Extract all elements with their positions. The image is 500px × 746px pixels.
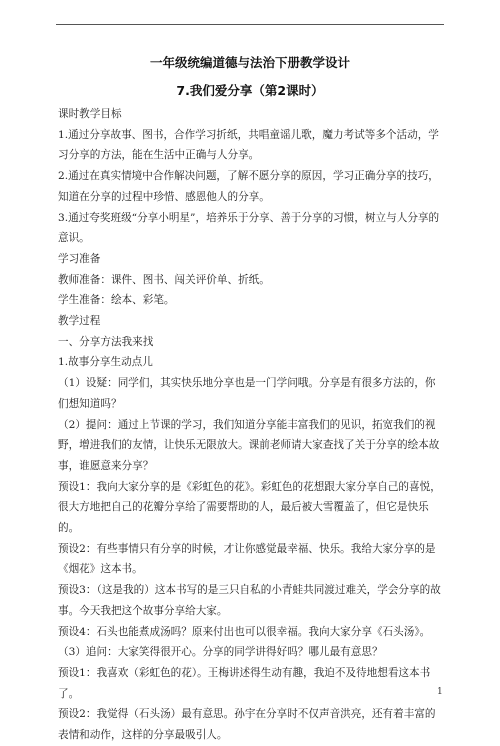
heading-preparation: 学习准备: [58, 252, 101, 265]
preset-1: 预设1：我向大家分享的是《彩虹色的花》。彩虹色的花想跟大家分享自己的喜悦，很大方地把自己的花瓣分享给了需要帮助的人，最后被大雪覆盖了，但它是快乐的。: [58, 480, 441, 535]
step-followup: （3）追问：大家笑得很开心。分享的同学讲得好吗？哪儿最有意思？: [58, 646, 383, 659]
preset-3: 预设3：（这是我的）这本书写的是三只自私的小青蛙共同渡过难关，学会分享的故事。今天我把这个故事分享给大家。: [58, 584, 441, 617]
heading-objectives: 课时教学目标: [58, 108, 122, 120]
preset-2: 预设2：有些事情只有分享的时候，才让你感觉最幸福、快乐。我给大家分享的是《烟花》这本书。: [58, 542, 436, 576]
section-heading: 一、分享方法我来找: [58, 335, 154, 348]
subsection-heading: 1.故事分享生动点儿: [58, 356, 153, 369]
preset-4: 预设4：石头也能煮成汤吗？原来付出也可以很幸福。我向大家分享《石头汤》。: [58, 625, 431, 638]
step-prompt: （2）提问：通过上节课的学习，我们知道分享能丰富我们的见识，拓宽我们的视野，增进我们的友情，让快乐无限放大。课前老师请大家查找了关于分享的绘本故事，谁愿意来分享？: [58, 418, 440, 472]
followup-preset-2: 预设2：我觉得（石头汤）最有意思。孙宇在分享时不仅声音洪亮，还有着丰富的表情和动作，这样的分享最吸引人。: [58, 708, 436, 742]
objective-3: 3.通过夸奖班级“分享小明星”，培养乐于分享、善于分享的习惯，树立与人分享的意识。: [58, 211, 440, 245]
document-subtitle: 7.我们爱分享（第2课时）: [176, 83, 324, 98]
page-number: 1: [437, 687, 443, 697]
document-body: [58, 104, 444, 746]
heading-process: 教学过程: [58, 315, 101, 328]
header-rule: [56, 24, 444, 25]
followup-preset-1: 预设1：我喜欢（彩虹色的花）。王梅讲述得生动有趣，我迫不及待地想看这本书了。: [58, 666, 431, 700]
objective-2: 2.通过在真实情境中合作解决问题，了解不愿分享的原因，学习正确分享的技巧，知道在分享的过程中珍惜、感恩他人的分享。: [58, 170, 439, 203]
document-title: 一年级统编道德与法治下册教学设计: [149, 55, 350, 70]
step-question: （1）设疑：同学们，其实快乐地分享也是一门学问哦。分享是有很多方法的，你们想知道吗？: [58, 377, 436, 410]
student-preparation: 学生准备：绘本、彩笔。: [58, 294, 175, 307]
teacher-preparation: 教师准备：课件、图书、闯关评价单、折纸。: [58, 273, 270, 286]
objective-1: 1.通过分享故事、图书，合作学习折纸，共唱童谣儿歌，魔力考试等多个活动，学习分享的方法，能在生活中正确与人分享。: [58, 128, 439, 162]
